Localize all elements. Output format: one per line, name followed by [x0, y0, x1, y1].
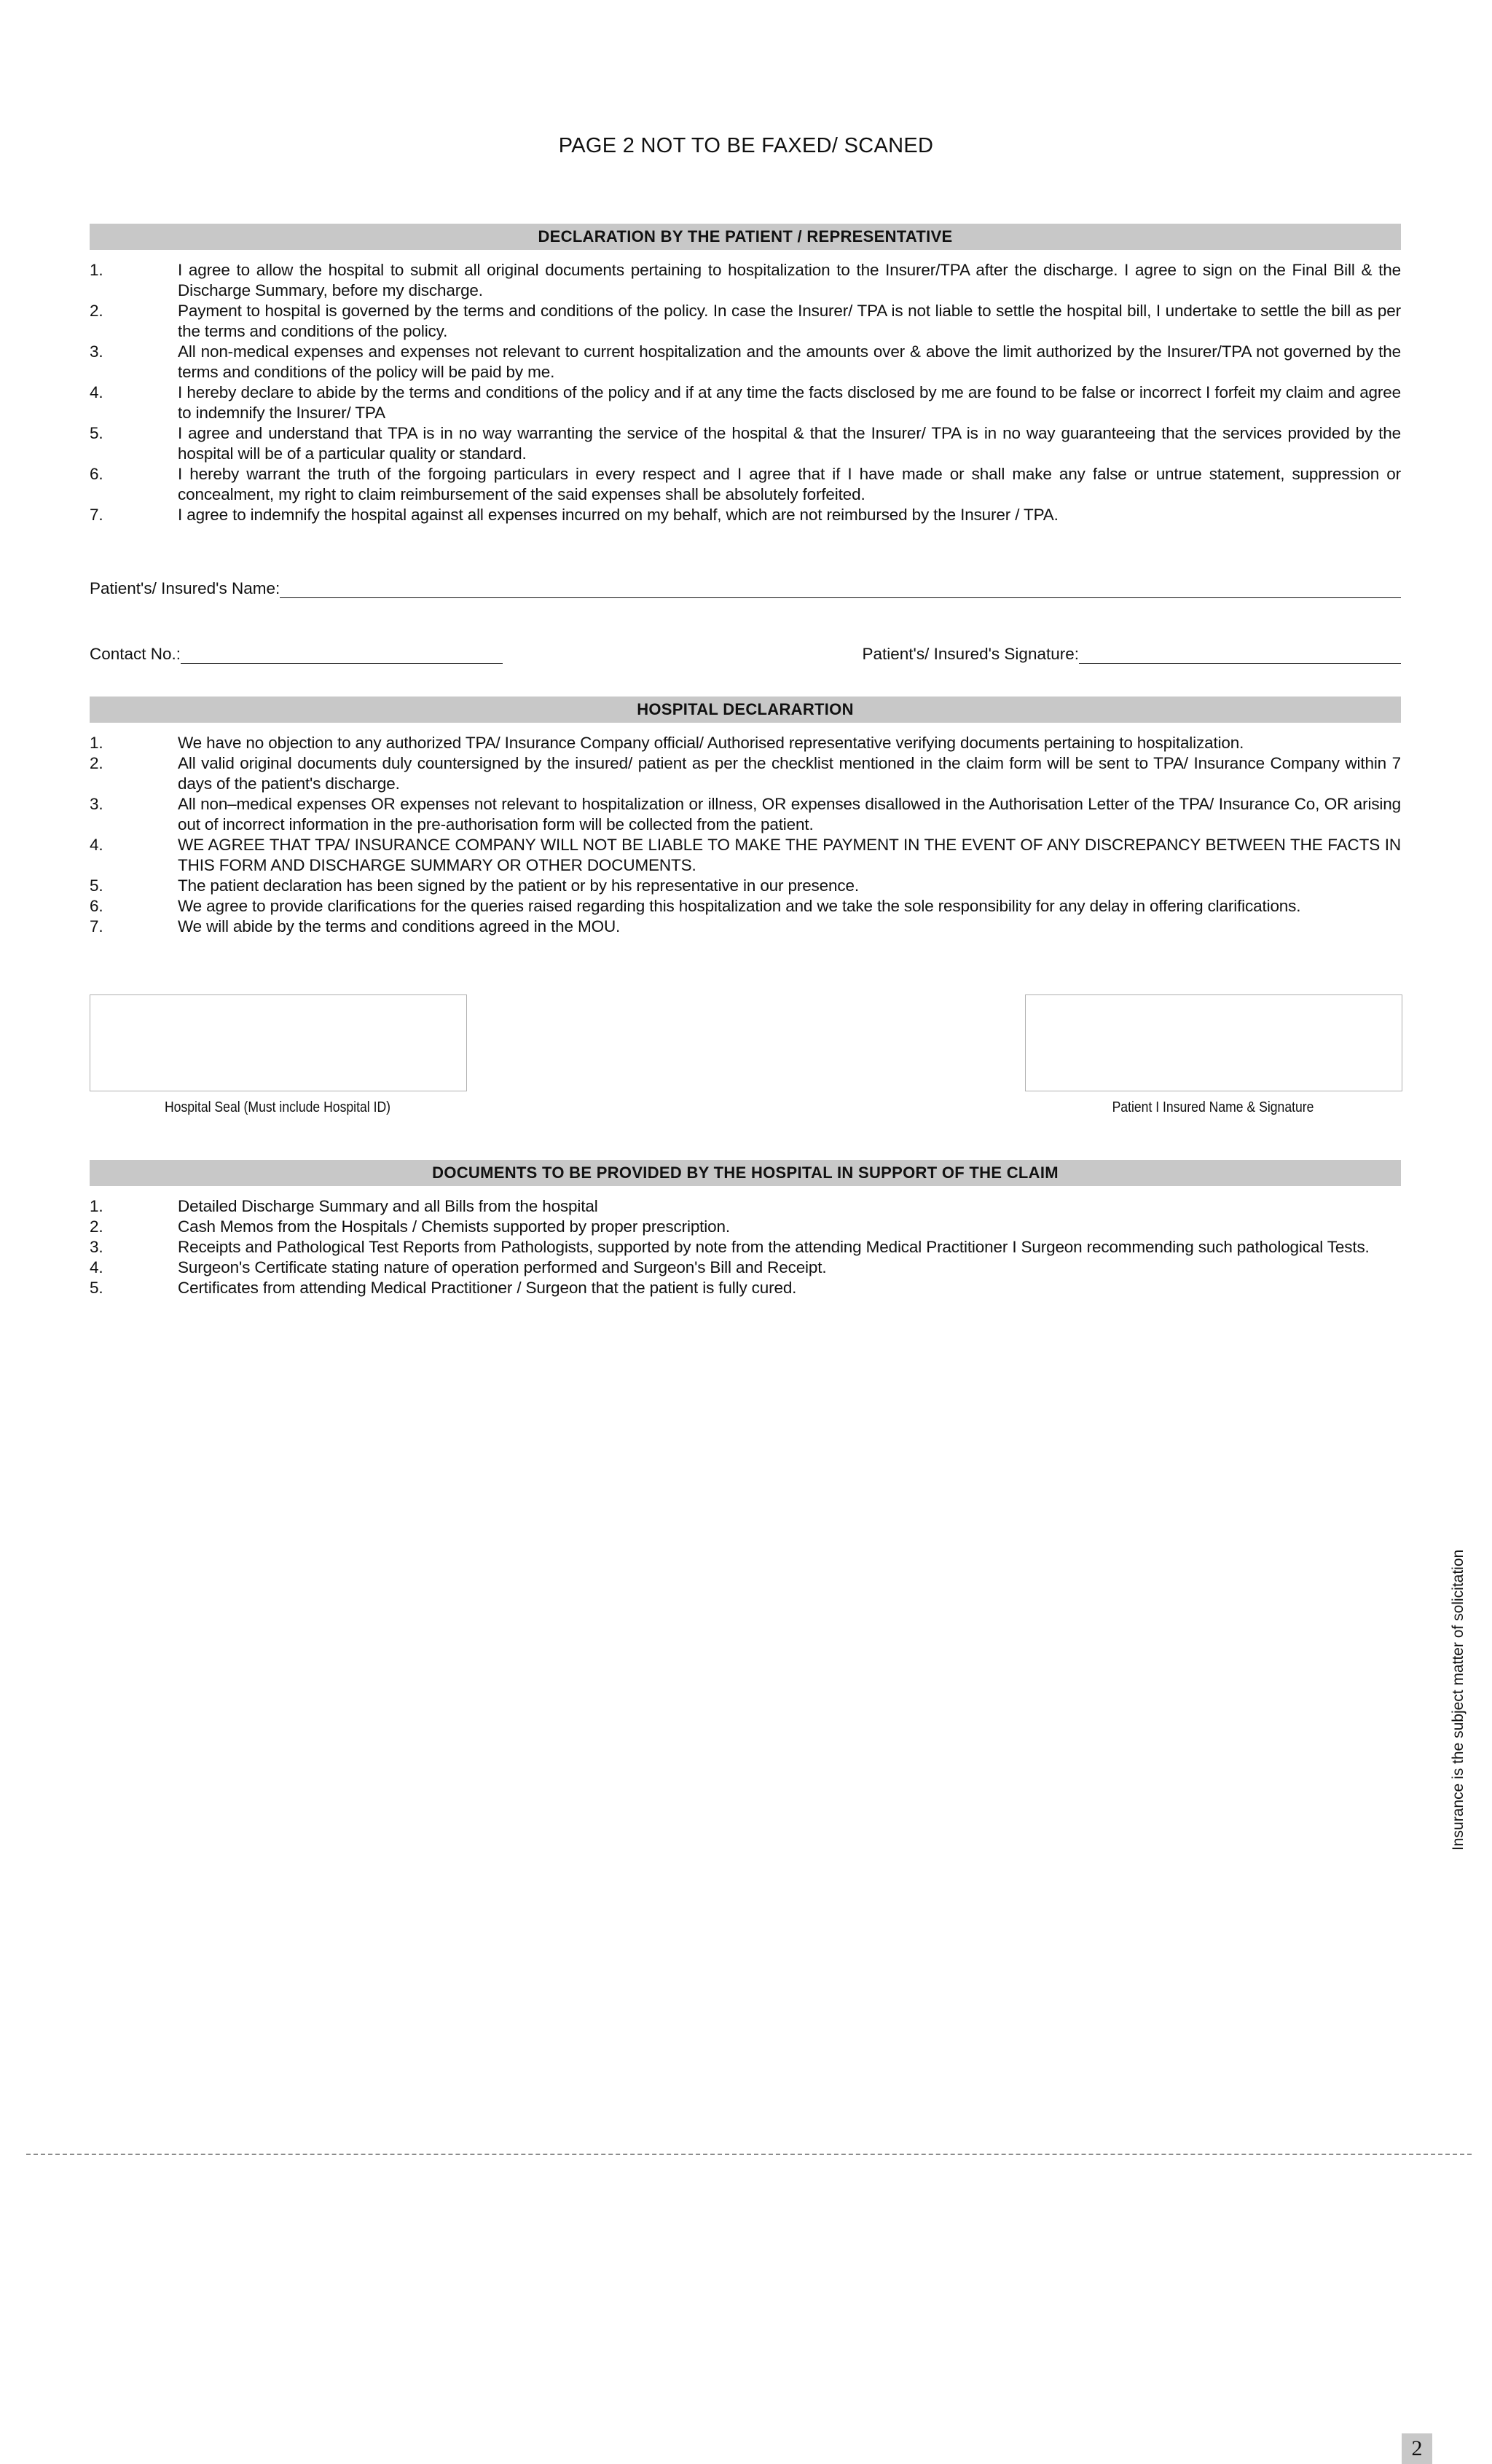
- item-text: We have no objection to any authorized TPA/ Insurance Company official/ Authorised representative verifying documents pertaining to hospitalization.: [178, 734, 1244, 752]
- item-number: 3.: [90, 342, 103, 361]
- item-number: 7.: [90, 506, 103, 524]
- list-item: [90, 876, 1401, 896]
- list-item: [90, 896, 1401, 917]
- cut-line: [26, 2154, 1472, 2155]
- contact-label: Contact No.:: [90, 645, 181, 663]
- list-item: [90, 423, 1401, 464]
- list-item: [90, 342, 1401, 382]
- documents-list: [90, 1196, 1401, 1298]
- list-item: [90, 301, 1401, 342]
- item-text: All non-medical expenses and expenses not relevant to current hospitalization and the amounts over & above the limit authorized by the Insurer/TPA not governed by the terms and conditions of the policy will be paid by me.: [178, 342, 1401, 381]
- item-text: Receipts and Pathological Test Reports from Pathologists, supported by note from the attending Medical Practitioner I Surgeon recommending such pathological Tests.: [178, 1238, 1370, 1256]
- item-number: 1.: [90, 261, 103, 279]
- list-item: [90, 382, 1401, 423]
- item-text: Certificates from attending Medical Practitioner / Surgeon that the patient is fully cured.: [178, 1279, 797, 1297]
- patient-declaration-list: [90, 260, 1401, 525]
- patient-declaration-section: [90, 224, 1401, 525]
- patient-signature-box[interactable]: [1025, 994, 1402, 1091]
- item-text: I agree to indemnify the hospital against all expenses incurred on my behalf, which are not reimbursed by the Insurer / TPA.: [178, 506, 1059, 524]
- item-number: 4.: [90, 1258, 103, 1276]
- item-number: 5.: [90, 1279, 103, 1297]
- item-text: We will abide by the terms and conditions agreed in the MOU.: [178, 917, 621, 935]
- item-number: 6.: [90, 465, 103, 483]
- list-item: [90, 260, 1401, 301]
- hospital-declaration-heading: HOSPITAL DECLARARTION: [90, 697, 1401, 723]
- item-number: 1.: [90, 734, 103, 752]
- item-text: I agree and understand that TPA is in no way warranting the service of the hospital & that the Insurer/ TPA is in no way guaranteeing that the services provided by the hospital will be of a particular quality or standard.: [178, 424, 1401, 463]
- item-number: 4.: [90, 383, 103, 401]
- contact-signature-row: [90, 644, 1401, 664]
- patient-signature-caption: Patient I Insured Name & Signature: [1112, 1099, 1314, 1115]
- item-text: We agree to provide clarifications for the queries raised regarding this hospitalization and we take the sole responsibility for any delay in offering clarifications.: [178, 897, 1301, 915]
- item-text: I hereby declare to abide by the terms and conditions of the policy and if at any time the facts disclosed by me are found to be false or incorrect I forfeit my claim and agree to indemnify the Insurer/ TPA: [178, 383, 1401, 422]
- contact-field[interactable]: [181, 644, 503, 664]
- item-number: 3.: [90, 795, 103, 813]
- list-item: [90, 464, 1401, 505]
- list-item: [90, 1257, 1401, 1278]
- list-item: [90, 753, 1401, 794]
- patient-declaration-heading: DECLARATION BY THE PATIENT / REPRESENTATIVE: [90, 224, 1401, 250]
- patient-name-label: Patient's/ Insured's Name:: [90, 579, 280, 597]
- item-number: 5.: [90, 424, 103, 442]
- patient-name-field[interactable]: [280, 578, 1401, 598]
- item-text: WE AGREE THAT TPA/ INSURANCE COMPANY WILL NOT BE LIABLE TO MAKE THE PAYMENT IN THE EVENT OF ANY DISCREPANCY BETWEEN THE FACTS IN THIS FORM AND DISCHARGE SUMMARY OR OTHER DOCUMENTS.: [178, 836, 1401, 874]
- list-item: [90, 1217, 1401, 1237]
- item-text: Cash Memos from the Hospitals / Chemists supported by proper prescription.: [178, 1217, 730, 1236]
- item-number: 2.: [90, 302, 103, 320]
- item-number: 1.: [90, 1197, 103, 1215]
- patient-name-row: [90, 578, 1401, 598]
- item-text: All valid original documents duly countersigned by the insured/ patient as per the checklist mentioned in the claim form will be sent to TPA/ Insurance Company within 7 days of the patient's discharge.: [178, 754, 1401, 793]
- hospital-declaration-section: [90, 697, 1401, 937]
- item-number: 4.: [90, 836, 103, 854]
- item-number: 7.: [90, 917, 103, 935]
- item-text: I hereby warrant the truth of the forgoing particulars in every respect and I agree that if I have made or shall make any false or untrue statement, suppression or concealment, my right to claim reimbursement of the said expenses shall be absolutely forfeited.: [178, 465, 1401, 503]
- list-item: [90, 1278, 1401, 1298]
- item-text: I agree to allow the hospital to submit all original documents pertaining to hospitalization to the Insurer/TPA after the discharge. I agree to sign on the Final Bill & the Discharge Summary, before my discharge.: [178, 261, 1401, 299]
- item-number: 3.: [90, 1238, 103, 1256]
- documents-heading: DOCUMENTS TO BE PROVIDED BY THE HOSPITAL IN SUPPORT OF THE CLAIM: [90, 1160, 1401, 1186]
- list-item: [90, 505, 1401, 525]
- item-text: Payment to hospital is governed by the terms and conditions of the policy. In case the Insurer/ TPA is not liable to settle the hospital bill, I undertake to settle the bill as per the terms and conditions of the policy.: [178, 302, 1401, 340]
- hospital-declaration-list: [90, 733, 1401, 937]
- page-title: PAGE 2 NOT TO BE FAXED/ SCANED: [558, 134, 934, 157]
- list-item: [90, 835, 1401, 876]
- item-text: Detailed Discharge Summary and all Bills from the hospital: [178, 1197, 598, 1215]
- list-item: [90, 1237, 1401, 1257]
- signature-field[interactable]: [1079, 644, 1401, 664]
- list-item: [90, 1196, 1401, 1217]
- item-text: Surgeon's Certificate stating nature of operation performed and Surgeon's Bill and Receipt.: [178, 1258, 827, 1276]
- item-number: 2.: [90, 1217, 103, 1236]
- item-text: All non–medical expenses OR expenses not relevant to hospitalization or illness, OR expenses disallowed in the Authorisation Letter of the TPA/ Insurance Co, OR arising out of incorrect information in the pre-authorisation form will be collected from the patient.: [178, 795, 1401, 833]
- item-number: 6.: [90, 897, 103, 915]
- signature-label: Patient's/ Insured's Signature:: [862, 645, 1079, 663]
- page-number: 2: [1402, 2433, 1432, 2464]
- list-item: [90, 917, 1401, 937]
- item-number: 2.: [90, 754, 103, 772]
- hospital-seal-caption: Hospital Seal (Must include Hospital ID): [164, 1099, 391, 1115]
- hospital-seal-box[interactable]: [90, 994, 467, 1091]
- list-item: [90, 733, 1401, 753]
- item-number: 5.: [90, 876, 103, 895]
- item-text: The patient declaration has been signed by the patient or by his representative in our presence.: [178, 876, 859, 895]
- list-item: [90, 794, 1401, 835]
- side-note: Insurance is the subject matter of solicitation: [1450, 1549, 1467, 1851]
- documents-section: [90, 1160, 1401, 1298]
